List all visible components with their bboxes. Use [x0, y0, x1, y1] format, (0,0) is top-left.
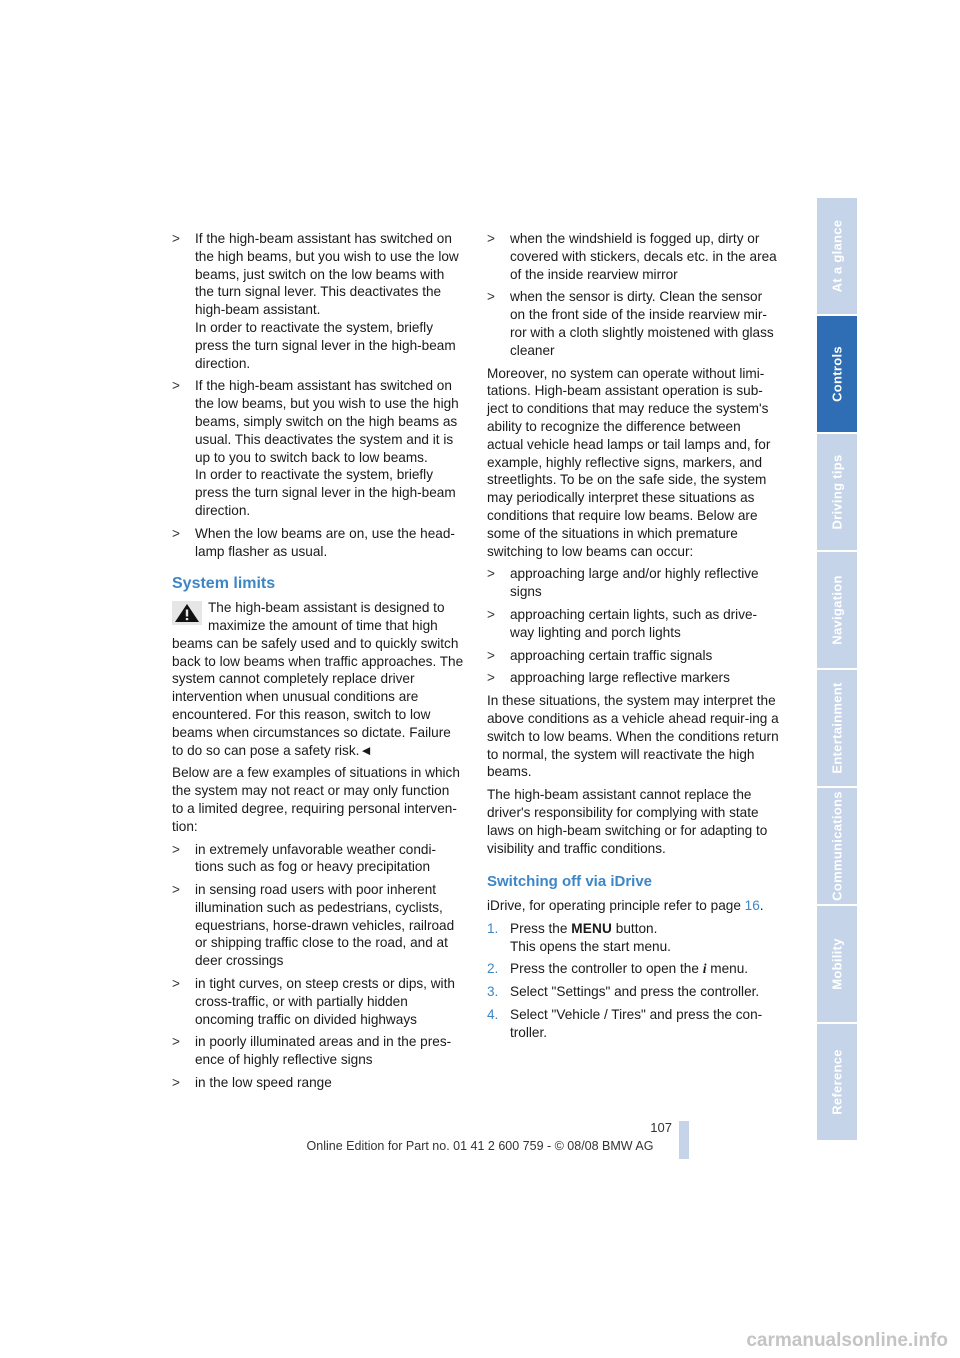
- list-item: [172, 1074, 464, 1092]
- list-item: [172, 975, 464, 1028]
- bullet-marker: >: [172, 525, 180, 541]
- bullet-text: when the windshield is fogged up, dirty or covered with stickers, decals etc. in the area of the inside rearview mirror: [510, 231, 777, 282]
- list-item: [487, 647, 780, 665]
- step-item: [487, 1006, 780, 1042]
- info-menu-icon: i: [702, 961, 707, 977]
- bullet-marker: >: [172, 882, 180, 898]
- step-text: Press the: [510, 920, 572, 936]
- bullet-text: If the high-beam assistant has switched on the high beams, but you wish to use the low beams, just switch on the low beams with the turn signal lever. This deactivates the high-beam assistant.: [195, 231, 459, 318]
- bullet-text: In order to reactivate the system, briefly press the turn signal lever in the high-beam direction.: [195, 467, 456, 518]
- step-item: [487, 983, 780, 1001]
- bullet-text: When the low beams are on, use the head-lamp flasher as usual.: [195, 525, 455, 559]
- footer-text: Online Edition for Part no. 01 41 2 600 759 - © 08/08 BMW AG: [306, 1139, 654, 1153]
- responsibility-paragraph: The high-beam assistant cannot replace the driver's responsibility for complying with state laws on high-beam switching or for adapting to visibility and traffic conditions.: [487, 787, 768, 856]
- chapter-sidebar: [817, 198, 857, 1142]
- tab-at-a-glance[interactable]: [817, 198, 857, 314]
- warning-icon: [172, 601, 202, 625]
- bullet-text: in the low speed range: [195, 1075, 332, 1091]
- bullet-text: in sensing road users with poor inherent illumination such as pedestrians, cyclists, equestrians, horse-drawn vehicles, railroad or shipping traffic close to the road, and at deer crossings: [195, 882, 455, 969]
- idrive-intro-text: iDrive, for operating principle refer to page: [487, 898, 745, 914]
- list-item: [487, 565, 780, 601]
- step-number: 1.: [487, 920, 499, 936]
- tab-label: Navigation: [829, 575, 845, 645]
- list-item: [487, 606, 780, 642]
- step-text: This opens the start menu.: [510, 938, 671, 954]
- list-item: [172, 841, 464, 877]
- bullet-marker: >: [172, 1075, 180, 1091]
- list-item: [172, 230, 464, 372]
- interpret-paragraph: In these situations, the system may interpret the above conditions as a vehicle ahead requir-ing a switch to low beams. When the conditions return to normal, the system will reactivate the high beams.: [487, 693, 779, 780]
- left-column: [172, 230, 464, 1097]
- step-item: [487, 960, 780, 978]
- watermark: carmanualsonline.info: [746, 1330, 948, 1351]
- bullet-text: when the sensor is dirty. Clean the sensor on the front side of the inside rearview mir-ror with a cloth slightly moistened with glass cleaner: [510, 289, 774, 358]
- bullet-text: in poorly illuminated areas and in the pres-ence of highly reflective signs: [195, 1034, 452, 1068]
- step-text: Select "Settings" and press the controller.: [510, 984, 760, 1000]
- page-number: 107: [650, 1120, 672, 1135]
- tab-label: Controls: [829, 346, 845, 402]
- bullet-marker: >: [172, 841, 180, 857]
- bullet-text: approaching certain lights, such as drive-way lighting and porch lights: [510, 606, 758, 640]
- list-item: [487, 288, 780, 359]
- right-column: [487, 230, 780, 1047]
- list-item: [487, 230, 780, 283]
- tab-mobility[interactable]: [817, 906, 857, 1022]
- bullet-marker: >: [487, 289, 495, 305]
- bullet-text: approaching large reflective markers: [510, 670, 730, 686]
- step-item: [487, 920, 780, 956]
- bullet-marker: >: [487, 670, 495, 686]
- tab-label: Mobility: [829, 938, 845, 990]
- section-heading-system-limits: System limits: [172, 575, 276, 593]
- bullet-text: If the high-beam assistant has switched on the low beams, but you wish to use the high beams, simply switch on the high beams as usual. This deactivates the system and it is up to you to switch back to low beams.: [195, 378, 459, 465]
- step-text: menu.: [706, 961, 749, 977]
- step-number: 4.: [487, 1007, 499, 1023]
- tab-driving-tips[interactable]: [817, 434, 857, 550]
- bullet-text: In order to reactivate the system, briefly press the turn signal lever in the high-beam direction.: [195, 319, 456, 371]
- bullet-marker: >: [487, 566, 495, 582]
- bullet-text: approaching large and/or highly reflective signs: [510, 566, 759, 600]
- bullet-text: approaching certain traffic signals: [510, 647, 713, 663]
- page-reference-link[interactable]: 16: [744, 898, 760, 914]
- limitations-paragraph: Moreover, no system can operate without limi-tations. High-beam assistant operation is sub-ject to conditions that may reduce the system's ability to recognize the difference between actual vehicle head lamps or tail lamps and, for example, highly reflective signs, markers, and streetlights. To be on the safe side, the system may periodically interpret these situations as conditions that require low beams. Below are some of the situations in which premature switching to low beams can occur:: [487, 365, 771, 559]
- tab-label: Reference: [829, 1049, 845, 1115]
- warning-note: [172, 599, 464, 759]
- bullet-marker: >: [487, 231, 495, 246]
- list-item: [172, 1033, 464, 1069]
- step-text: Select "Vehicle / Tires" and press the con-troller.: [510, 1007, 763, 1040]
- tab-label: Communications: [829, 791, 845, 901]
- tab-navigation[interactable]: [817, 552, 857, 668]
- step-number: 3.: [487, 984, 499, 1000]
- idrive-intro-end: .: [759, 898, 764, 914]
- bullet-marker: >: [172, 1034, 180, 1050]
- bullet-marker: >: [172, 378, 180, 394]
- tab-reference[interactable]: [817, 1024, 857, 1140]
- tab-label: At a glance: [829, 219, 845, 293]
- bullet-text: in tight curves, on steep crests or dips, with cross-traffic, or with partially hidden oncoming traffic on divided highways: [195, 976, 455, 1027]
- list-item: [487, 669, 780, 687]
- step-number: 2.: [487, 961, 499, 977]
- tab-label: Entertainment: [829, 682, 845, 774]
- end-mark: ◄: [359, 742, 373, 758]
- step-text: Press the controller to open the: [510, 961, 703, 977]
- examples-intro: Below are a few examples of situations in which the system may not react or may only function to a limited degree, requiring personal interven-tion:: [172, 765, 460, 834]
- bullet-marker: >: [172, 231, 180, 246]
- tab-label: Driving tips: [829, 454, 845, 530]
- tab-communications[interactable]: [817, 788, 857, 904]
- bullet-text: in extremely unfavorable weather condi-tions such as fog or heavy precipitation: [195, 841, 437, 875]
- tab-controls[interactable]: [817, 316, 857, 432]
- warning-text: The high-beam assistant is designed to maximize the amount of time that high beams can be safely used and to quickly switch back to low beams when traffic approaches. The system cannot completely replace driver intervention when unusual conditions are encountered. For this reason, switch to low beams when circumstances so dictate. Failure to do so can pose a safety risk.: [172, 600, 464, 758]
- tab-entertainment[interactable]: [817, 670, 857, 786]
- menu-button-label: MENU: [571, 920, 613, 936]
- list-item: [172, 525, 464, 561]
- bullet-marker: >: [172, 976, 180, 992]
- list-item: [172, 881, 464, 970]
- section-heading-switching-off: Switching off via iDrive: [487, 873, 653, 891]
- list-item: [172, 377, 464, 519]
- bullet-marker: >: [487, 647, 495, 663]
- idrive-intro: [487, 897, 780, 915]
- bullet-marker: >: [487, 606, 495, 622]
- step-text: button.: [612, 920, 658, 936]
